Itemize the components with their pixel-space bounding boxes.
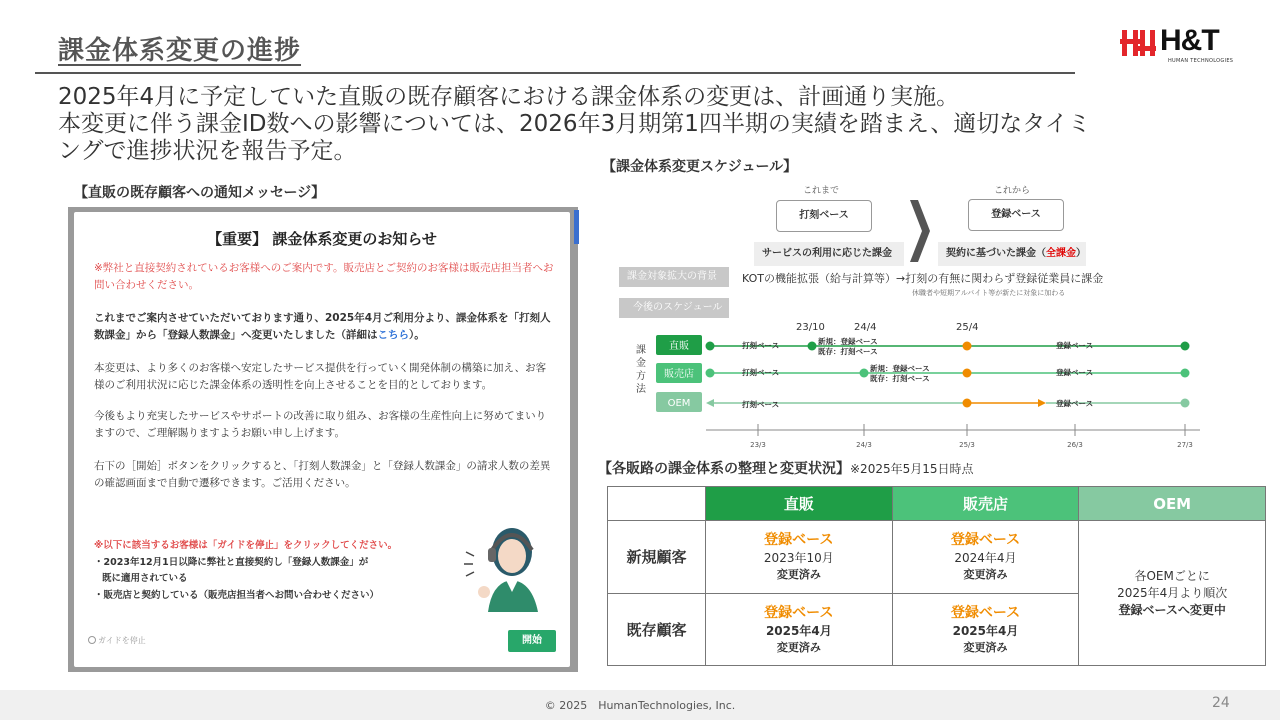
now-tag: これから bbox=[994, 186, 1031, 196]
oem-line-2: 2025年4月より順次 bbox=[1117, 585, 1228, 600]
cell-existing-direct bbox=[706, 593, 893, 666]
notice-warning-1b: 既に適用されている bbox=[102, 573, 188, 584]
oem-point-change bbox=[963, 399, 972, 408]
oem-register-label: 登録ベース bbox=[1056, 399, 1094, 408]
cell-status: 変更済み bbox=[963, 640, 1008, 654]
lead-line: ングで進捗状況を報告予定。 bbox=[58, 138, 357, 164]
channel-direct-label: 直販 bbox=[669, 341, 689, 352]
top-date-25-4: 25/4 bbox=[956, 322, 979, 333]
now-band-text: 契約に基づいた課金（ bbox=[946, 248, 1046, 259]
channel-oem-label: OEM bbox=[667, 398, 691, 409]
method-label bbox=[636, 344, 647, 395]
header-dealer: 販売店 bbox=[892, 487, 1079, 521]
top-date-labels bbox=[796, 322, 978, 333]
notice-scroll-accent bbox=[574, 210, 579, 244]
schedule-section-label: 【課金体系変更スケジュール】 bbox=[602, 159, 798, 175]
oem-right-arrow-icon bbox=[1038, 399, 1046, 407]
start-button[interactable]: 開始 bbox=[508, 630, 556, 652]
notice-warning-2: ・販売店と契約している（販売店担当者へお問い合わせください） bbox=[94, 590, 380, 601]
direct-point bbox=[808, 342, 817, 351]
title-divider bbox=[35, 72, 1075, 74]
details-link[interactable]: こちら bbox=[377, 329, 409, 341]
direct-point bbox=[1181, 342, 1190, 351]
dealer-point bbox=[860, 369, 869, 378]
logo-subtext: HUMAN TECHNOLOGIES bbox=[1168, 58, 1234, 64]
notice-warning-head: ※以下に該当するお客様は「ガイドを停止」をクリックしてください。 bbox=[94, 540, 398, 551]
cell-date: 2024年4月 bbox=[954, 551, 1017, 566]
notice-paragraph-2: 本変更は、より多くのお客様へ安定したサービス提供を行っていく開発体制の構築に加え、お客様のご利用状況に応じた課金体系の透明性を向上させることを目的としております。 bbox=[94, 362, 547, 391]
chevron-right-icon bbox=[910, 200, 930, 262]
stamp-base-box: 打刻ベース bbox=[776, 200, 872, 232]
notice-section-label: 【直販の既存顧客への通知メッセージ】 bbox=[74, 185, 326, 201]
dealer-point-change bbox=[963, 369, 972, 378]
notice-warning-1: ・2023年12月1日以降に弊社と直接契約し「登録人数課金」が bbox=[94, 557, 369, 568]
cell-status: 変更済み bbox=[963, 568, 1008, 582]
copyright: © 2025 HumanTechnologies, Inc. bbox=[544, 699, 736, 712]
table-section-title: 【各販路の課金体系の整理と変更状況】 bbox=[598, 461, 850, 477]
cell-date: 2025年4月 bbox=[765, 623, 832, 638]
billing-status-table bbox=[607, 486, 1266, 666]
oem-left-arrow-icon bbox=[706, 399, 714, 407]
background-note: 休職者や短期アルバイト等が新たに対象に加わる bbox=[912, 289, 1066, 297]
now-band-red: 全課金 bbox=[1046, 248, 1076, 259]
notice-red-intro: ※弊社と直接契約されているお客様へのご案内です。販売店とご契約のお客様は販売店担当者へお問い合わせください。 bbox=[94, 262, 554, 291]
company-logo bbox=[1120, 24, 1250, 66]
logo-mark-icon bbox=[1120, 24, 1156, 60]
notice-paragraph-1 bbox=[94, 310, 554, 344]
dealer-new-register-label: 新規：登録ベース bbox=[870, 364, 930, 373]
oem-line-3: 登録ベースへ変更中 bbox=[1118, 602, 1226, 617]
cell-date: 2023年10月 bbox=[763, 551, 834, 566]
now-band-end: ） bbox=[1076, 248, 1086, 259]
then-band: サービスの利用に応じた課金 bbox=[754, 242, 904, 266]
dealer-register-label: 登録ベース bbox=[1056, 368, 1094, 377]
lead-line: 2025年4月に予定していた直販の既存顧客における課金体系の変更は、計画通り実施。 bbox=[58, 84, 960, 110]
tick-label: 26/3 bbox=[1067, 441, 1083, 449]
tick-label: 27/3 bbox=[1177, 441, 1193, 449]
background-text: KOTの機能拡張（給与計算等）→打刻の有無に関わらず登録従業員に課金 bbox=[742, 272, 1104, 285]
cell-existing-dealer bbox=[892, 593, 1079, 666]
lead-line: 本変更に伴う課金ID数への影響については、2026年3月期第1四半期の実績を踏まえ、適切なタイミ bbox=[58, 111, 1091, 137]
cell-status: 変更済み bbox=[776, 568, 821, 582]
cell-status: 変更済み bbox=[776, 640, 821, 654]
logo-text: H&T bbox=[1160, 24, 1219, 57]
tick-label: 25/3 bbox=[959, 441, 975, 449]
support-operator-illustration bbox=[454, 512, 554, 622]
radio-icon[interactable] bbox=[88, 636, 96, 644]
schedule-timeline bbox=[600, 315, 1220, 455]
guide-stop-option[interactable] bbox=[88, 635, 146, 646]
method-char: 金 bbox=[636, 358, 646, 369]
row-label-new: 新規顧客 bbox=[608, 521, 706, 594]
now-band bbox=[938, 242, 1086, 266]
cell-base: 登録ベース bbox=[950, 532, 1021, 549]
tick-label: 23/3 bbox=[750, 441, 766, 449]
table-corner bbox=[608, 487, 706, 521]
cell-base: 登録ベース bbox=[764, 532, 834, 549]
cell-oem bbox=[1079, 521, 1266, 666]
header-direct: 直販 bbox=[706, 487, 893, 521]
dealer-existing-stamp-label: 既存：打刻ベース bbox=[870, 374, 930, 383]
cell-new-direct bbox=[706, 521, 893, 594]
notice-paragraph-4: 右下の［開始］ボタンをクリックすると、「打刻人数課金」と「登録人数課金」の請求人数の差異の確認画面まで自動で遷移できます。ご活用ください。 bbox=[94, 460, 551, 489]
top-date-24-4: 24/4 bbox=[854, 322, 877, 333]
table-section-label bbox=[598, 458, 974, 478]
tick-label: 24/3 bbox=[856, 441, 872, 449]
top-date-23-10: 23/10 bbox=[796, 322, 825, 333]
direct-register-label: 登録ベース bbox=[1056, 341, 1094, 350]
oem-point bbox=[1181, 399, 1190, 408]
lead-text bbox=[58, 84, 1228, 165]
cell-base: 登録ベース bbox=[764, 604, 834, 621]
then-tag: これまで bbox=[803, 186, 840, 196]
direct-existing-stamp-label: 既存：打刻ベース bbox=[818, 347, 878, 356]
oem-line-1: 各OEMごとに bbox=[1134, 568, 1210, 583]
page-number: 24 bbox=[1212, 695, 1230, 711]
table-header-row bbox=[608, 487, 1266, 521]
row-label-existing: 既存顧客 bbox=[608, 593, 706, 666]
oem-stamp-label: 打刻ベース bbox=[742, 400, 780, 409]
channel-dealer-label: 販売店 bbox=[664, 369, 694, 380]
dealer-point bbox=[706, 369, 715, 378]
method-char: 方 bbox=[636, 371, 646, 382]
cell-date: 2025年4月 bbox=[952, 623, 1019, 638]
method-char: 法 bbox=[636, 384, 646, 395]
schedule-pill: 今後のスケジュール bbox=[619, 298, 729, 318]
header-oem: OEM bbox=[1079, 487, 1266, 521]
background-pill: 課金対象拡大の背景 bbox=[619, 267, 729, 287]
cell-base: 登録ベース bbox=[950, 604, 1021, 621]
register-base-box: 登録ベース bbox=[968, 199, 1064, 231]
direct-point-change bbox=[963, 342, 972, 351]
direct-new-register-label: 新規：登録ベース bbox=[818, 337, 878, 346]
dealer-stamp-label: 打刻ベース bbox=[742, 368, 780, 377]
notice-dialog bbox=[74, 212, 570, 667]
direct-stamp-label: 打刻ベース bbox=[742, 341, 780, 350]
notice-paragraph-1-end: ）。 bbox=[409, 329, 425, 341]
notice-paragraph-3: 今後もより充実したサービスやサポートの改善に取り組み、お客様の生産性向上に努めてまいりますので、ご理解賜りますようお願い申し上げます。 bbox=[94, 410, 547, 439]
guide-stop-label: ガイドを停止 bbox=[98, 636, 146, 645]
cell-new-dealer bbox=[892, 521, 1079, 594]
table-note: ※2025年5月15日時点 bbox=[850, 462, 974, 476]
direct-point bbox=[706, 342, 715, 351]
notice-title: 【重要】 課金体系変更のお知らせ bbox=[207, 230, 437, 248]
slide-title: 課金体系変更の進捗 bbox=[58, 36, 302, 66]
table-row bbox=[608, 521, 1266, 594]
notice-paragraph-1-text: これまでご案内させていただいております通り、2025年4月ご利用分より、課金体系を「打刻人数課金」から「登録人数課金」へ変更いたしました（詳細は bbox=[94, 312, 551, 341]
dealer-point bbox=[1181, 369, 1190, 378]
method-char: 課 bbox=[636, 345, 646, 356]
